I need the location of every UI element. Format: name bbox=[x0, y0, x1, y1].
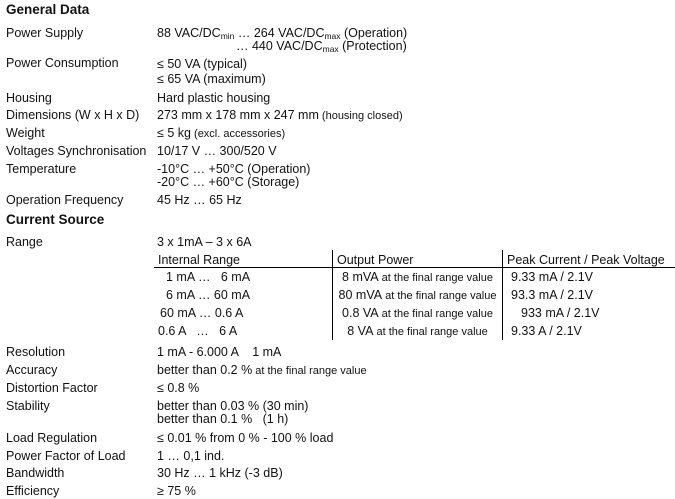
label-dimensions: Dimensions (W x H x D) bbox=[6, 108, 140, 122]
label-accuracy: Accuracy bbox=[6, 363, 58, 377]
value-power-supply-line2: … 440 VAC/$DC_{max}$ (Protection) bbox=[236, 39, 407, 54]
label-range: Range bbox=[6, 235, 43, 249]
value-temperature-operation: -10°C … +50°C (Operation) bbox=[157, 162, 311, 176]
table-row bbox=[154, 304, 675, 322]
header-peak: Peak Current / Peak Voltage bbox=[503, 250, 675, 268]
cell-internal: 1 mA … 6 mA bbox=[166, 270, 251, 284]
value-housing: Hard plastic housing bbox=[157, 91, 271, 105]
value-distortion: ≤ 0.8 % bbox=[157, 381, 200, 395]
label-operation-frequency: Operation Frequency bbox=[6, 193, 124, 207]
cell-power: 8 VA at the final range value bbox=[333, 322, 503, 340]
range-table-header bbox=[154, 250, 675, 268]
label-temperature: Temperature bbox=[6, 162, 77, 176]
section-title-general: General Data bbox=[6, 2, 90, 17]
value-load-regulation: ≤ 0.01 % from 0 % - 100 % load bbox=[157, 431, 334, 445]
label-load-regulation: Load Regulation bbox=[6, 431, 98, 445]
label-power-consumption: Power Consumption bbox=[6, 56, 119, 70]
cell-power: 0.8 VA at the final range value bbox=[333, 304, 503, 322]
header-output-power: Output Power bbox=[333, 250, 503, 268]
value-accuracy: better than 0.2 % at the final range value bbox=[157, 363, 367, 377]
value-power-factor: 1 … 0,1 ind. bbox=[157, 449, 225, 463]
label-power-factor: Power Factor of Load bbox=[6, 449, 126, 463]
cell-internal: 6 mA … 60 mA bbox=[166, 288, 251, 302]
table-row bbox=[154, 322, 675, 340]
cell-peak: 933 mA / 2.1V bbox=[503, 304, 675, 322]
value-power-consumption-typical: ≤ 50 VA (typical) bbox=[157, 57, 247, 71]
value-voltages-sync: 10/17 V … 300/520 V bbox=[157, 144, 277, 158]
section-title-current-source: Current Source bbox=[6, 212, 105, 227]
label-efficiency: Efficiency bbox=[6, 484, 60, 498]
cell-internal: 60 mA … 0.6 A bbox=[160, 306, 244, 320]
label-voltages-sync: Voltages Synchronisation bbox=[6, 144, 147, 158]
value-stability-1h: better than 0.1 % (1 h) bbox=[157, 412, 289, 426]
value-power-consumption-max: ≤ 65 VA (maximum) bbox=[157, 72, 266, 86]
cell-peak: 9.33 A / 2.1V bbox=[503, 322, 675, 340]
cell-internal: 0.6 A … 6 A bbox=[158, 324, 238, 338]
value-temperature-storage: -20°C … +60°C (Storage) bbox=[157, 175, 300, 189]
value-stability-30min: better than 0.03 % (30 min) bbox=[157, 399, 309, 413]
label-weight: Weight bbox=[6, 126, 45, 140]
range-table bbox=[154, 250, 675, 340]
label-bandwidth: Bandwidth bbox=[6, 466, 65, 480]
value-dimensions: 273 mm x 178 mm x 247 mm (housing closed) bbox=[157, 108, 403, 122]
value-operation-frequency: 45 Hz … 65 Hz bbox=[157, 193, 242, 207]
value-efficiency: ≥ 75 % bbox=[157, 484, 196, 498]
label-resolution: Resolution bbox=[6, 345, 66, 359]
value-resolution: 1 mA - 6.000 A 1 mA bbox=[157, 345, 282, 359]
value-bandwidth: 30 Hz … 1 kHz (-3 dB) bbox=[157, 466, 283, 480]
label-stability: Stability bbox=[6, 399, 50, 413]
label-housing: Housing bbox=[6, 91, 52, 105]
label-power-supply: Power Supply bbox=[6, 26, 84, 40]
label-distortion: Distortion Factor bbox=[6, 381, 98, 395]
value-range: 3 x 1mA – 3 x 6A bbox=[157, 235, 252, 249]
cell-power: 8 mVA at the final range value bbox=[333, 268, 503, 287]
value-weight: ≤ 5 kg (excl. accessories) bbox=[157, 126, 286, 140]
value-power-supply-line1: 88 VAC/$DC_{min}$ … 264 VAC/$DC_{max}$ (Operation) bbox=[157, 26, 408, 41]
cell-power: 80 mVA at the final range value bbox=[333, 286, 503, 304]
cell-peak: 93.3 mA / 2.1V bbox=[503, 286, 675, 304]
header-internal-range: Internal Range bbox=[154, 250, 333, 268]
cell-peak: 9.33 mA / 2.1V bbox=[503, 268, 675, 287]
table-row bbox=[154, 268, 675, 287]
table-row bbox=[154, 286, 675, 304]
